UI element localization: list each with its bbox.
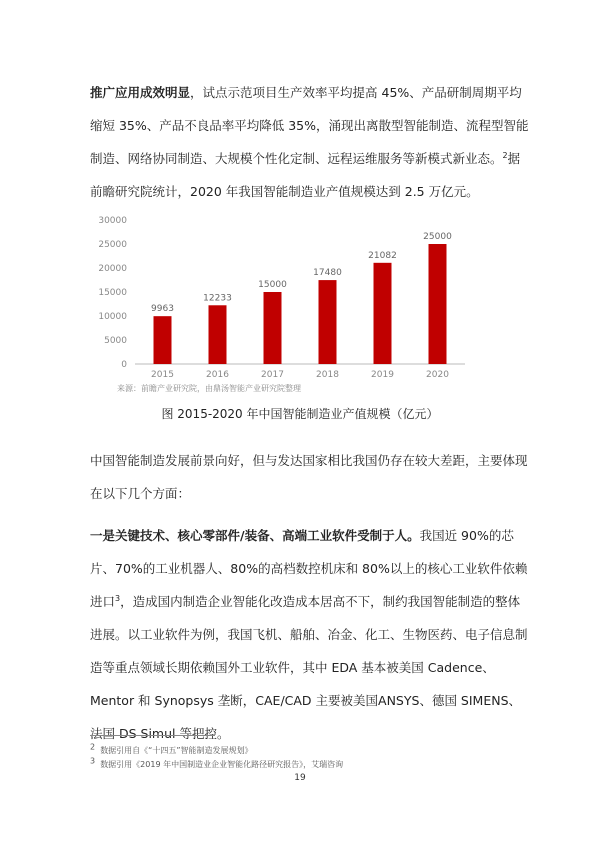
footnote-number: 2 [90, 742, 96, 752]
y-tick-label: 15000 [98, 288, 127, 298]
y-tick-label: 10000 [98, 312, 127, 322]
chart-source: 来源：前瞻产业研究院，由鼎汤智能产业研究院整理 [117, 384, 301, 393]
data-label: 12233 [203, 293, 232, 304]
footnote-2 [90, 756, 344, 770]
footnote-text: 数据引用《2019 年中国制造业企业智能化路径研究报告》，艾瑞咨询 [100, 760, 344, 769]
bar-chart [95, 208, 475, 398]
paragraph-text-cont: 据前瞻研究院统计，2020 年我国智能制造业产值规模达到 2.5 万亿元。 [90, 151, 521, 199]
footnote-ref: 3 [115, 593, 121, 603]
footnote-ref: 2 [502, 150, 508, 160]
footnote-1 [90, 742, 253, 756]
page-number: 19 [294, 773, 306, 783]
paragraph-achievements [90, 76, 530, 208]
paragraph-outlook: 中国智能制造发展前景向好，但与发达国家相比我国仍存在较大差距，主要体现在以下几个方面： [90, 453, 528, 501]
y-tick-label: 30000 [98, 216, 127, 226]
paragraph-dependence [90, 519, 530, 750]
paragraph-text: ，试点示范项目生产效率平均提高 45%、产品研制周期平均缩短 35%、产品不良品率平均降低 35%，涌现出离散型智能制造、流程型智能制造、网络协同制造、大规模个性化定制、远程运维服务等新模式新业态。 [90, 85, 529, 166]
bar-2018 [319, 280, 337, 364]
x-tick-label: 2020 [426, 370, 449, 380]
x-tick-label: 2015 [151, 370, 174, 380]
y-tick-label: 20000 [98, 264, 127, 274]
bar-2016 [209, 305, 227, 364]
y-tick-label: 25000 [98, 240, 127, 250]
paragraph-lead: 一是关键技术、核心零部件/装备、高端工业软件受制于人。 [90, 528, 420, 543]
data-label: 25000 [423, 232, 452, 242]
paragraph-lead: 推广应用成效明显 [90, 85, 191, 100]
paragraph-text: 我国近 90%的芯片、70%的工业机器人、80%的高档数控机床和 80%以上的核心工业软件依赖进口 [90, 528, 528, 609]
y-tick-label: 5000 [104, 336, 127, 346]
figure-caption: 图 2015-2020 年中国智能制造业产值规模（亿元） [161, 407, 439, 421]
x-tick-label: 2018 [316, 370, 339, 380]
bar-2020 [429, 244, 447, 364]
footnote-text: 数据引用自《“十四五”智能制造发展规划》 [100, 746, 253, 755]
footnote-number: 3 [90, 756, 96, 766]
bar-2017 [264, 292, 282, 364]
x-tick-label: 2017 [261, 370, 284, 380]
bar-2019 [374, 263, 392, 364]
data-label: 9963 [151, 304, 174, 315]
footnote-divider [90, 735, 215, 736]
x-tick-label: 2016 [206, 370, 229, 380]
bar-2015 [154, 316, 172, 364]
data-label: 17480 [313, 268, 342, 279]
data-label: 15000 [258, 280, 287, 290]
data-label: 21082 [368, 250, 397, 261]
y-tick-label: 0 [121, 360, 127, 370]
x-tick-label: 2019 [371, 370, 394, 380]
paragraph-text-cont: ，造成国内制造企业智能化改造成本居高不下，制约我国智能制造的整体进展。以工业软件为例，我国飞机、船舶、冶金、化工、生物医药、电子信息制造等重点领域长期依赖国外工业软件，其中 EDA 基本被美国 Cadence、Mentor 和 Synopsys 垄断，CAE/CAD 主要被美国ANSYS、德国 SIMENS、法国 DS Simul 等把控。 [90, 594, 528, 741]
